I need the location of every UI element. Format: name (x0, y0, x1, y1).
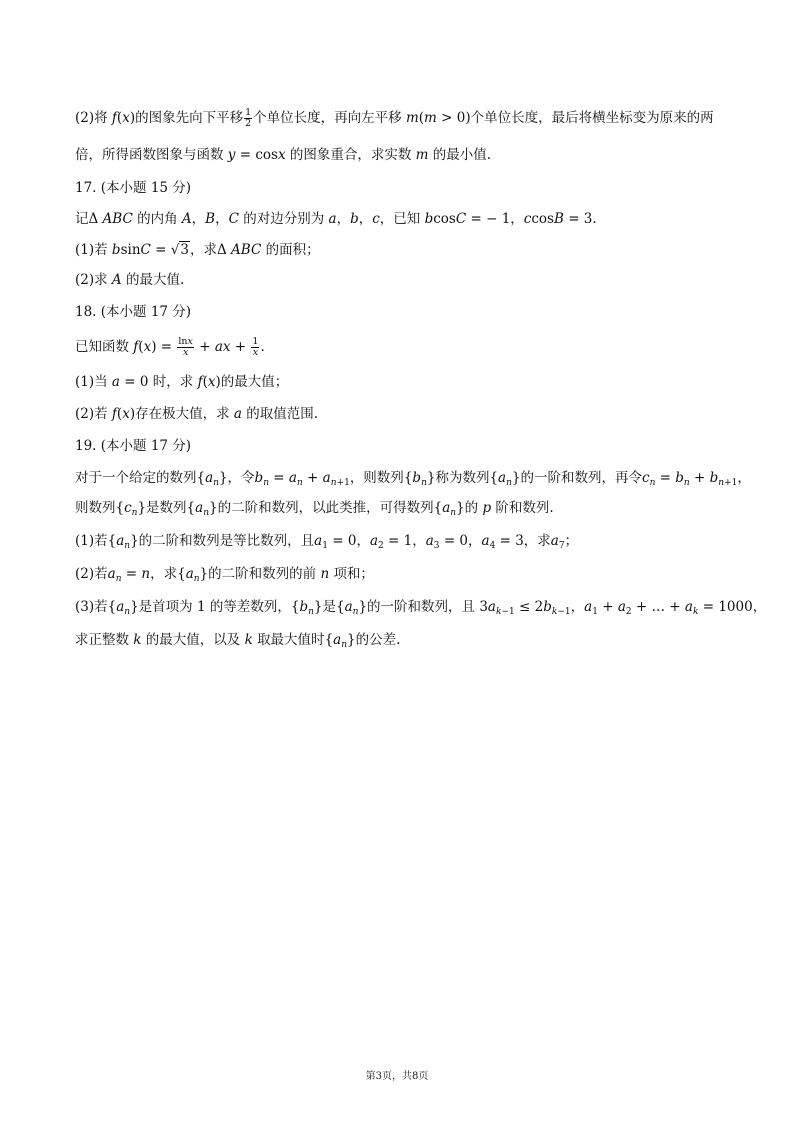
q17-header: 17. (本小题 15 分) (75, 180, 192, 196)
fraction-one-half: $\frac{1}{2}$ (245, 107, 252, 129)
sqrt-3: √3 (170, 242, 189, 258)
q19-part1: (1)若$\{a_n\}$的二阶和数列是等比数列，且$a_1 = 0$，$a_2 = 1$，$a_3 = 0$，$a_4 = 3$，求$a_7$； (75, 533, 579, 551)
q16-part2-line2: 倍，所得函数图象与函数 y = cosx 的图象重合，求实数 m 的最小值. (75, 147, 492, 163)
q18-stem: 已知函数 f(x) = $\frac{\ln x}{x}$ + ax + $\frac{1}{x}$ . (75, 336, 265, 358)
q17-stem: 记Δ ABC 的内角 A，B，C 的对边分别为 a，b，c，已知 bcosC = − 1，ccosB = 3. (75, 211, 597, 227)
q19-part3-line1: (3)若$\{a_n\}$是首项为 1 的等差数列，$\{b_n\}$是$\{a_n\}$的一阶和数列，且 $3a_{k-1} \le 2b_{k-1}$，$a_1 + a_2$ + … + $a_k = 1000$， (75, 599, 767, 617)
q17-part2: (2)求 A 的最大值. (75, 272, 185, 288)
q19-stem-line1: 对于一个给定的数列$\{a_n\}$，令$b_n = a_n + a_{n+1}$，则数列$\{b_n\}$称为数列$\{a_n\}$的一阶和数列，再令$c_n = b_n + b_{n+1}$， (75, 470, 751, 488)
q19-part3-line2: 求正整数 k 的最大值，以及 k 取最大值时$\{a_n\}$的公差. (75, 632, 401, 650)
fraction-lnx-over-x: $\frac{\ln x}{x}$ (178, 336, 193, 358)
q18-part2: (2)若 f(x)存在极大值，求 a 的取值范围. (75, 406, 319, 422)
page-number: 第3页，共8页 (365, 1071, 429, 1082)
fraction-1-over-x: $\frac{1}{x}$ (252, 336, 259, 358)
q18-part1: (1)当 a = 0 时，求 f(x)的最大值； (75, 374, 289, 390)
math-fx: f (111, 110, 117, 126)
q16-part2-line1: (2)将 f(x)的图象先向下平移 $\frac{1}{2}$ 个单位长度，再向左平移 m(m > 0)个单位长度，最后将横坐标变为原来的两 (75, 107, 714, 129)
q19-stem-line2: 则数列$\{c_n\}$是数列$\{a_n\}$的二阶和数列，以此类推，可得数列$\{a_n\}$的 p 阶和数列. (75, 500, 554, 518)
part-label: (2) (75, 110, 95, 126)
q19-header: 19. (本小题 17 分) (75, 438, 192, 454)
q17-part1: (1)若 bsinC = √3，求Δ ABC 的面积； (75, 242, 320, 258)
q19-part2: (2)若$a_n = n$，求$\{a_n\}$的二阶和数列的前 n 项和； (75, 566, 374, 584)
q18-header: 18. (本小题 17 分) (75, 304, 192, 320)
